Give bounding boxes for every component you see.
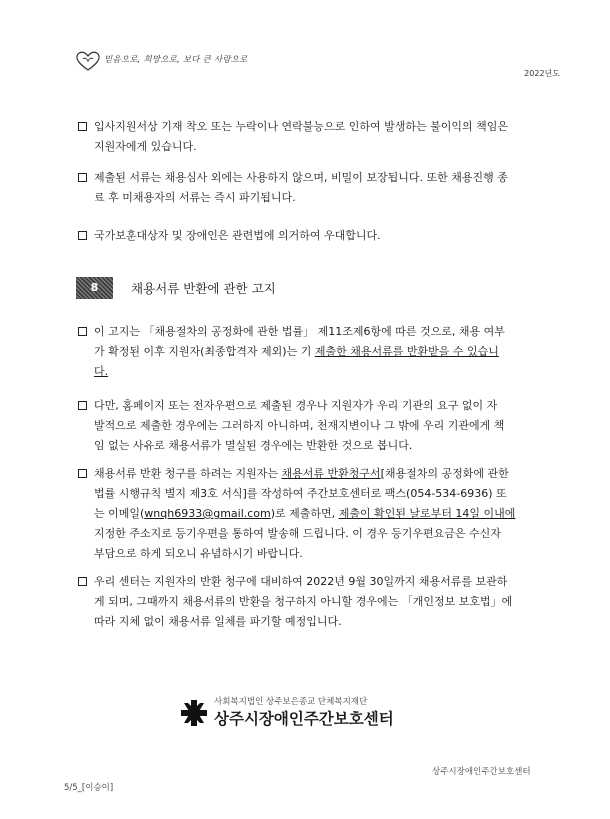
checkbox-bullet-icon — [78, 469, 87, 478]
section-title: 채용서류 반환에 관한 고지 — [131, 281, 276, 296]
cross-emblem-icon — [178, 697, 210, 729]
notice-item-retention-period: 우리 센터는 지원자의 반환 청구에 대비하여 2022년 9월 30일까지 채용서류를 보관하 게 되며, 그때까지 채용서류의 반환을 청구하지 아니할 경우에는 「개인정보 보호법」에 따라 지체 없이 채용서류 일체를 파기할 예정입니다. — [78, 572, 548, 632]
notice-item-veterans-preference: 국가보훈대상자 및 장애인은 관련법에 의거하여 우대합니다. — [78, 226, 548, 246]
footer-org-name: 상주시장애인주간보호센터 — [214, 710, 394, 728]
checkbox-bullet-icon — [78, 401, 87, 410]
checkbox-bullet-icon — [78, 327, 87, 336]
heart-logo-icon — [74, 50, 102, 72]
checkbox-bullet-icon — [78, 173, 87, 182]
notice-item-return-procedure: 채용서류 반환 청구를 하려는 지원자는 채용서류 반환청구서[채용절차의 공정화에 관한 법률 시행규칙 별지 제3호 서식]를 작성하여 주간보호센터로 팩스(054-534-6936) 또 는 이메일(wnqh6933@gmail.com)로 제출하면, 제출이 확인된 날로부터 14일 이내에 지정한 주소지로 등기우편을 통하여 발송해 드립니다. 이 경우 등기우편요금은 수신자 부담으로 하게 되오니 유념하시기 바랍니다. — [78, 464, 548, 564]
email-address: wnqh6933@gmail.com — [144, 507, 271, 520]
checkbox-bullet-icon — [78, 231, 87, 240]
footer-org-subtitle: 사회복지법인 상주보은종교 단체복지재단 — [214, 697, 368, 707]
checkbox-bullet-icon — [78, 122, 87, 131]
header-year: 2022년도 — [524, 69, 560, 78]
header-slogan: 믿음으로, 희망으로, 보다 큰 사랑으로 — [104, 55, 248, 65]
footer-center-name: 상주시장애인주간보호센터 — [432, 767, 531, 777]
notice-item-document-privacy: 제출된 서류는 채용심사 외에는 사용하지 않으며, 비밀이 보장됩니다. 또한 채용진행 종 료 후 미채용자의 서류는 즉시 파기됩니다. — [78, 168, 548, 208]
notice-item-exceptions: 다만, 홈페이지 또는 전자우편으로 제출된 경우나 지원자가 우리 기관의 요구 없이 자 발적으로 제출한 경우에는 그러하지 아니하며, 천재지변이나 그 밖에 우리 기관에게 책 임 없는 사유로 채용서류가 멸실된 경우에는 반환한 것으로 봅니다. — [78, 396, 548, 456]
notice-item-error-liability: 입사지원서상 기재 착오 또는 누락이나 연락불능으로 인하여 발생하는 불이익의 책임은 지원자에게 있습니다. — [78, 117, 548, 157]
page-number: 5/5_[이승이] — [64, 783, 114, 793]
notice-item-return-right: 이 고지는 「채용절차의 공정화에 관한 법률」 제11조제6항에 따른 것으로, 채용 여부 가 확정된 이후 지원자(최종합격자 제외)는 기 제출한 채용서류를 반환받을 수 있습니 다. — [78, 322, 548, 382]
section-number: 8 — [76, 277, 113, 299]
checkbox-bullet-icon — [78, 577, 87, 586]
